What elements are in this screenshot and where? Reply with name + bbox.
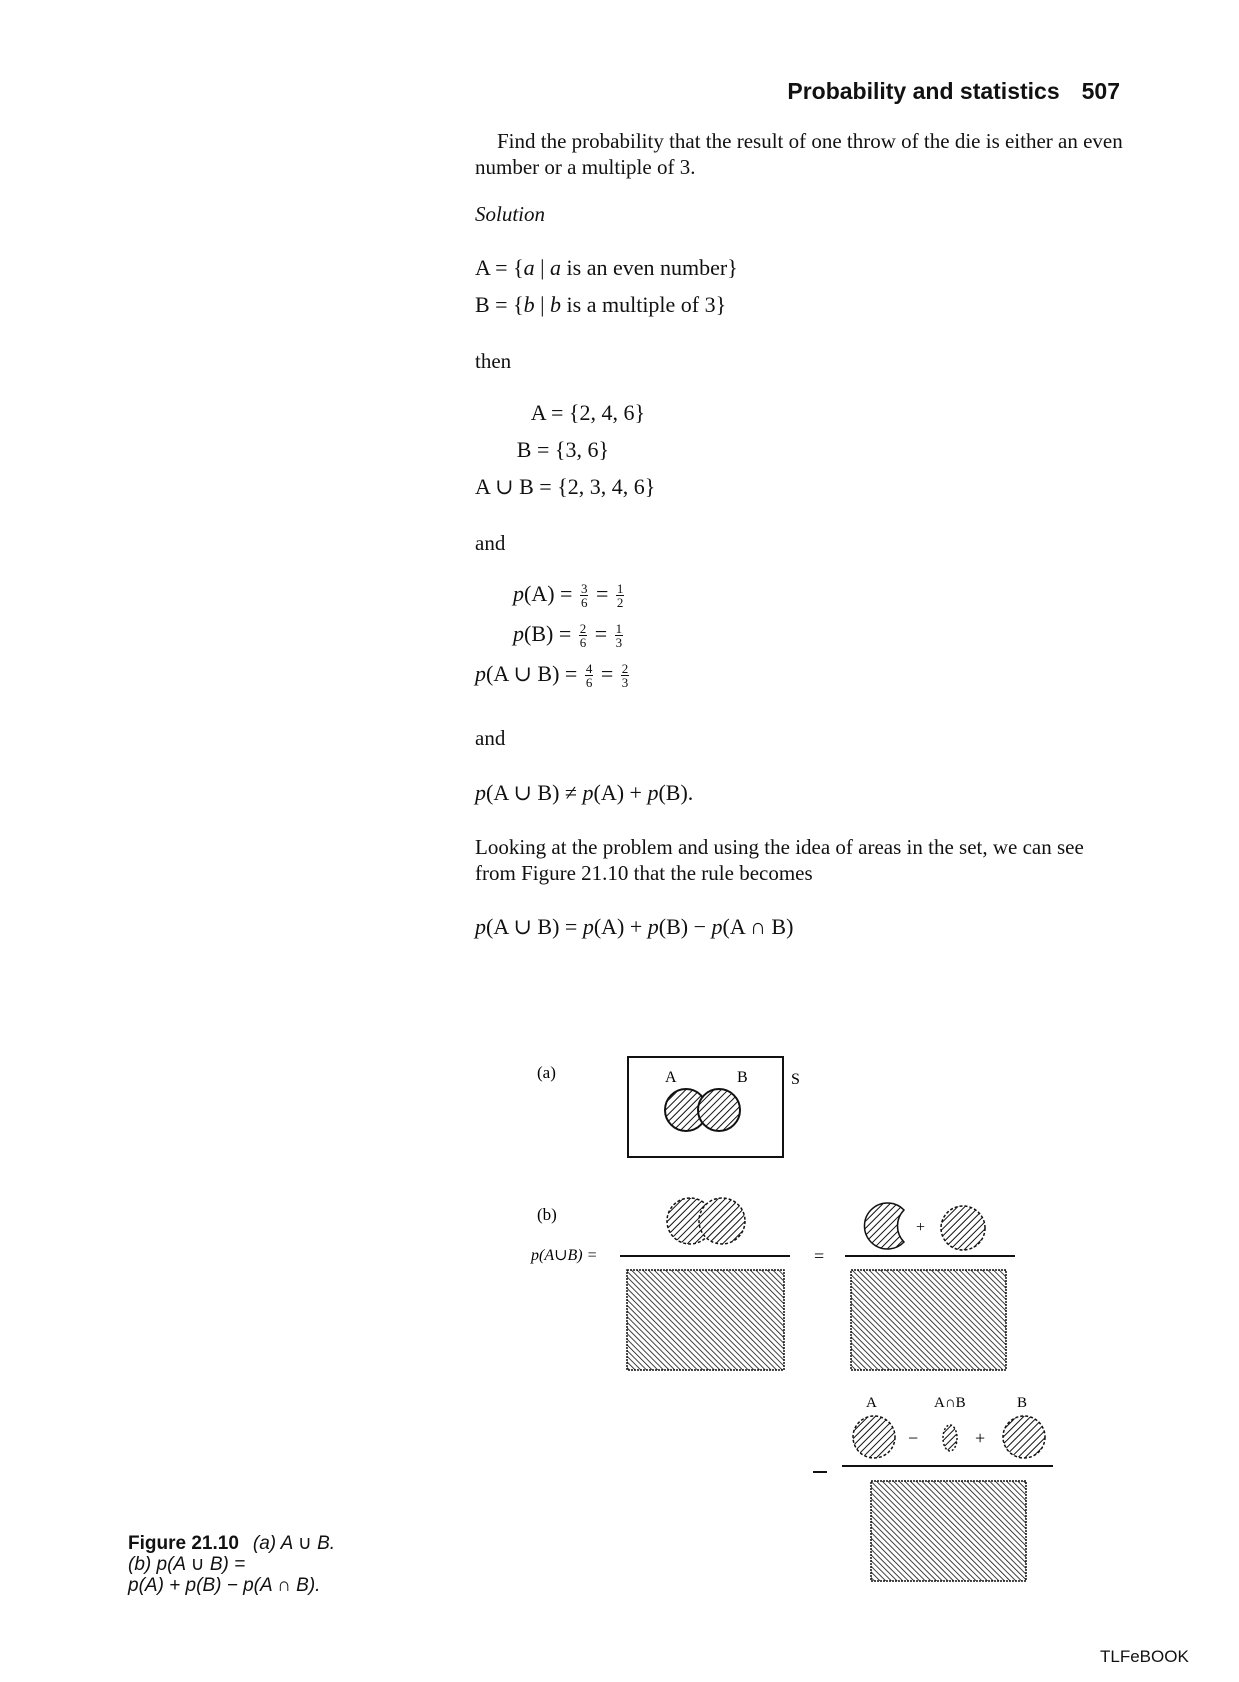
set-definition-a: A = {a | a is an even number}: [475, 255, 738, 280]
venn-label-a: A: [665, 1069, 677, 1086]
caption-line-c: p(A) + p(B) − p(A ∩ B).: [128, 1575, 321, 1596]
figure-label-a: (a): [537, 1063, 556, 1082]
term-label-intersection: A∩B: [934, 1395, 966, 1411]
venn-circle-b: [698, 1089, 740, 1131]
plus-sign-1: +: [916, 1219, 926, 1236]
intersection-lens: [943, 1425, 957, 1451]
set-b-members: B = {3, 6}: [516, 437, 609, 462]
plus-sign-2: +: [975, 1428, 986, 1448]
sample-space-area-2: [851, 1270, 1006, 1370]
set-union-members: A ∪ B = {2, 3, 4, 6}: [475, 474, 656, 499]
venn-label-b: B: [737, 1069, 748, 1086]
footer-watermark: TLFeBOOK: [1100, 1647, 1189, 1666]
prob-a: p(A) = $\frac{3}{6}$ = $\frac{1}{2}$: [513, 581, 624, 611]
running-title: Probability and statistics: [787, 78, 1060, 104]
sample-space-area-1: [627, 1270, 784, 1370]
caption-line-b: (b) p(A ∪ B) =: [128, 1554, 246, 1575]
text-and-2: and: [475, 726, 506, 750]
figure-caption: [128, 1533, 408, 1596]
sample-space-area-3: [871, 1481, 1026, 1581]
page-number: 507: [1081, 78, 1120, 104]
circle-term-b: [1003, 1416, 1045, 1458]
union-shape: [667, 1198, 745, 1244]
minus-sign: −: [908, 1428, 919, 1448]
union-lhs: p(A∪B) =: [531, 1247, 598, 1264]
inequality: p(A ∪ B) ≠ p(A) + p(B).: [475, 780, 694, 805]
set-a-members: A = {2, 4, 6}: [530, 400, 645, 425]
term-label-a: A: [866, 1395, 877, 1411]
prob-b: p(B) = $\frac{2}{6}$ = $\frac{1}{3}$: [513, 621, 623, 651]
caption-figure-number: Figure 21.10: [128, 1533, 239, 1554]
figure-label-b: (b): [537, 1205, 557, 1224]
crescent-shape-a: [864, 1203, 904, 1249]
equals-sign-1: =: [814, 1246, 825, 1266]
term-label-b: B: [1017, 1395, 1028, 1411]
circle-shape-b: [941, 1206, 985, 1250]
text-then: then: [475, 349, 512, 373]
sample-space-label: S: [791, 1071, 800, 1088]
text-and-1: and: [475, 531, 506, 555]
addition-rule: p(A ∪ B) = p(A) + p(B) − p(A ∩ B): [475, 914, 794, 939]
solution-heading: Solution: [475, 202, 546, 226]
prob-union: p(A ∪ B) = $\frac{4}{6}$ = $\frac{2}{3}$: [475, 661, 629, 691]
caption-line-a: (a) A ∪ B.: [252, 1533, 336, 1554]
circle-term-a: [853, 1416, 895, 1458]
set-definition-b: B = {b | b is a multiple of 3}: [475, 292, 727, 317]
problem-statement: Find the probability that the result of one throw of the die is either an even number or a multiple of 3.: [475, 129, 1123, 179]
looking-paragraph: Looking at the problem and using the idea of areas in the set, we can see from Figure 21.10 that the rule becomes: [475, 835, 1084, 885]
